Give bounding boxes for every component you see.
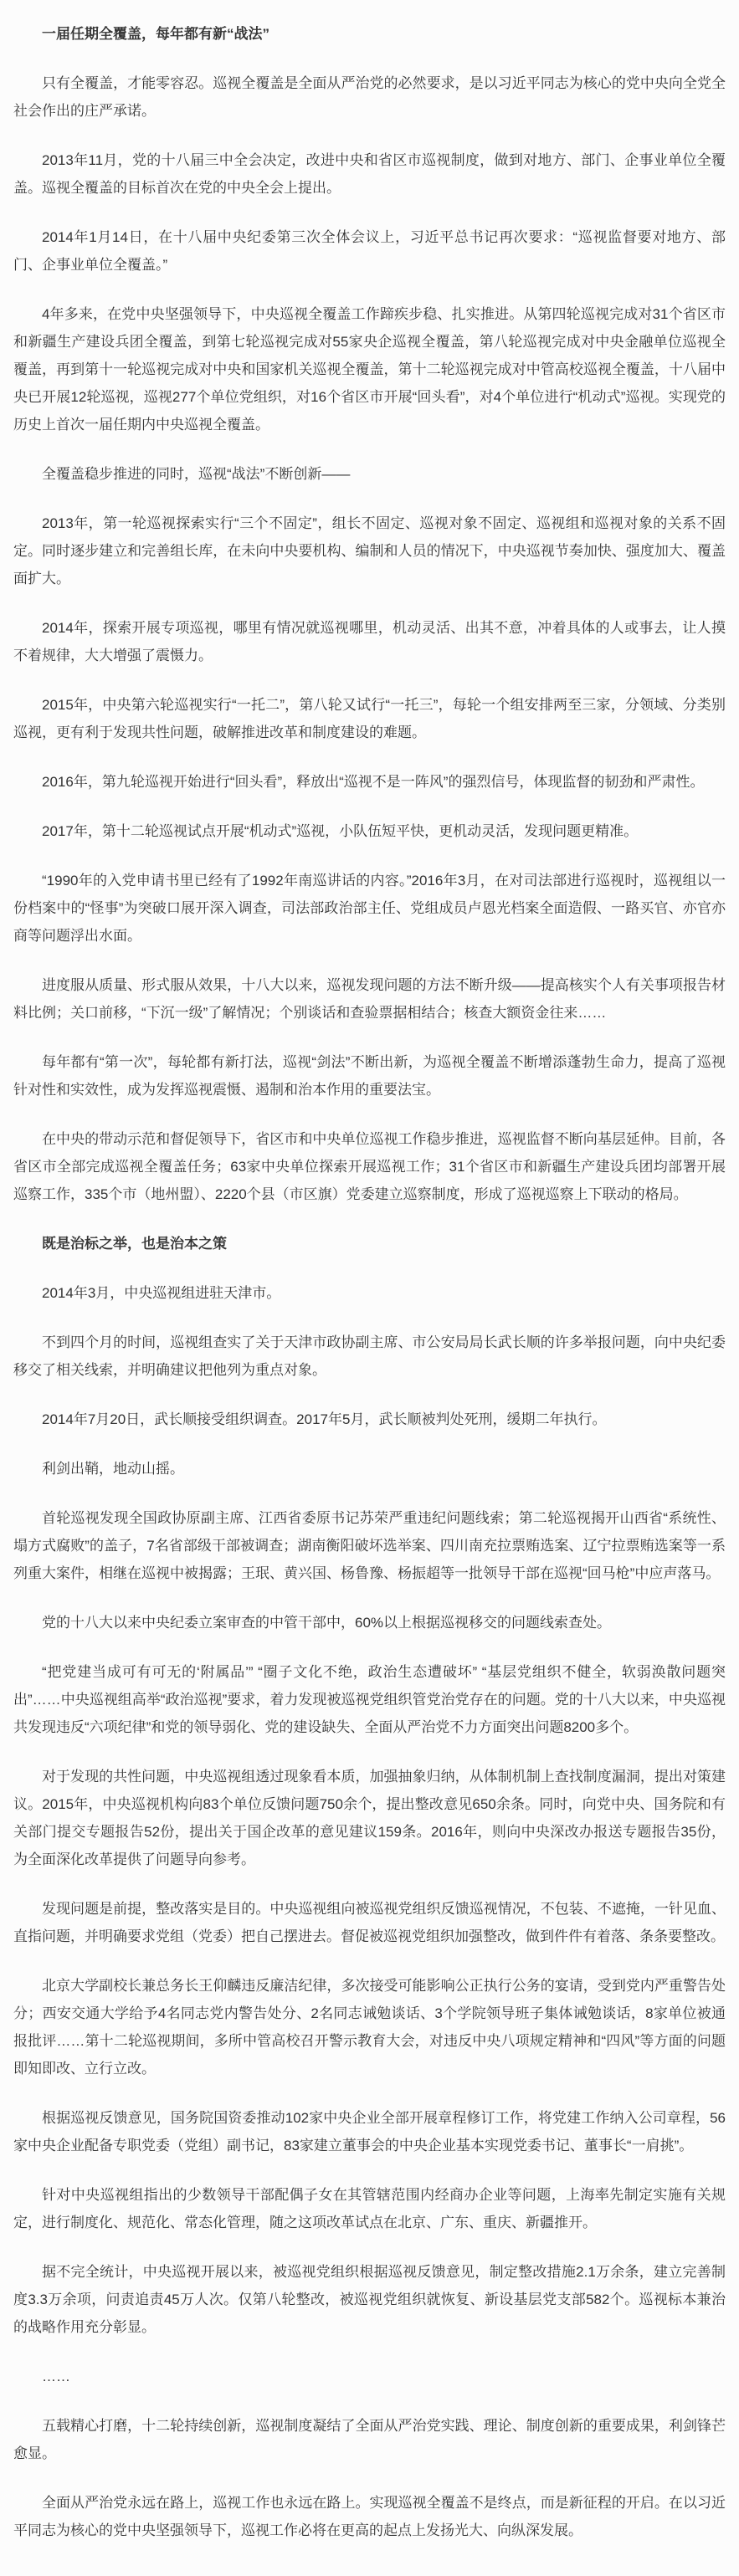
- paragraph: 对于发现的共性问题，中央巡视组透过现象看本质，加强抽象归纳，从体制机制上查找制度漏洞，提出对策建议。2015年，中央巡视机构向83个单位反馈问题750余个，提出整改意见650余条。同时，向党中央、国务院和有关部门提交专题报告52份，提出关于国企改革的意见建议159条。2016年，则向中央深改办报送专题报告35份，为全面深化改革提供了问题导向参考。: [13, 1769, 726, 1867]
- paragraph: 不到四个月的时间，巡视组查实了关于天津市政协副主席、市公安局局长武长顺的许多举报问题，向中央纪委移交了相关线索，并明确建议把他列为重点对象。: [13, 1334, 726, 1378]
- paragraph: 北京大学副校长兼总务长王仰麟违反廉洁纪律，多次接受可能影响公正执行公务的宴请，受到党内严重警告处分；西安交通大学给予4名同志党内警告处分、2名同志诫勉谈话、3个学院领导班子集体诫勉谈话，8家单位被通报批评……第十二轮巡视期间，多所中管高校召开警示教育大会，对违反中央八项规定精神和“四风”等方面的问题即知即改、立行立改。: [13, 1978, 726, 2077]
- paragraph: 在中央的带动示范和督促领导下，省区市和中央单位巡视工作稳步推进，巡视监督不断向基层延伸。目前，各省区市全部完成巡视全覆盖任务；63家中央单位探索开展巡视工作；31个省区市和新疆生产建设兵团均部署开展巡察工作，335个市（地州盟）、2220个县（市区旗）党委建立巡察制度，形成了巡视巡察上下联动的格局。: [13, 1131, 726, 1202]
- paragraph: 党的十八大以来中央纪委立案审查的中管干部中，60%以上根据巡视移交的问题线索查处。: [42, 1615, 612, 1631]
- paragraph: 只有全覆盖，才能零容忍。巡视全覆盖是全面从严治党的必然要求，是以习近平同志为核心的党中央向全党全社会作出的庄严承诺。: [13, 75, 726, 119]
- paragraph: “1990年的入党申请书里已经有了1992年南巡讲话的内容。”2016年3月，在对司法部进行巡视时，巡视组以一份档案中的“怪事”为突破口展开深入调查，司法部政治部主任、党组成员卢恩光档案全面造假、一路买官、亦官亦商等问题浮出水面。: [13, 873, 726, 944]
- paragraph: 发现问题是前提，整改落实是目的。中央巡视组向被巡视党组织反馈巡视情况，不包装、不遮掩，一针见血、直指问题，并明确要求党组（党委）把自己摆进去。督促被巡视党组织加强整改，做到件件有着落、条条要整改。: [13, 1901, 726, 1944]
- paragraph: 据不完全统计，中央巡视开展以来，被巡视党组织根据巡视反馈意见，制定整改措施2.1万余条，建立完善制度3.3万余项，问责追责45万人次。仅第八轮整改，被巡视党组织就恢复、新设基层党支部582个。巡视标本兼治的战略作用充分彰显。: [13, 2264, 726, 2335]
- paragraph: 2016年，第九轮巡视开始进行“回头看”，释放出“巡视不是一阵风”的强烈信号，体现监督的韧劲和严肃性。: [42, 774, 705, 790]
- paragraph: 针对中央巡视组指出的少数领导干部配偶子女在其管辖范围内经商办企业等问题，上海率先制定实施有关规定，进行制度化、规范化、常态化管理，随之这项改革试点在北京、广东、重庆、新疆推开。: [13, 2187, 726, 2230]
- paragraph: 2015年，中央第六轮巡视实行“一托二”，第八轮又试行“一托三”，每轮一个组安排两至三家，分领域、分类别巡视，更有利于发现共性问题，破解推进改革和制度建设的难题。: [13, 697, 726, 740]
- paragraph: 全覆盖稳步推进的同时，巡视“战法”不断创新——: [42, 466, 351, 482]
- paragraph: 2014年7月20日，武长顺接受组织调查。2017年5月，武长顺被判处死刑，缓期二年执行。: [42, 1411, 607, 1427]
- paragraph: 2017年，第十二轮巡视试点开展“机动式”巡视，小队伍短平快，更机动灵活，发现问题更精准。: [42, 823, 639, 839]
- paragraph: 全面从严治党永远在路上，巡视工作也永远在路上。实现巡视全覆盖不是终点，而是新征程的开启。在以习近平同志为核心的党中央坚强领导下，巡视工作必将在更高的起点上发扬光大、向纵深发展。: [13, 2495, 726, 2538]
- paragraph: 根据巡视反馈意见，国务院国资委推动102家中央企业全部开展章程修订工作，将党建工作纳入公司章程，56家中央企业配备专职党委（党组）副书记，83家建立董事会的中央企业基本实现党委书记、董事长“一肩挑”。: [13, 2110, 726, 2153]
- article-body: [13, 20, 726, 2544]
- paragraph: 五载精心打磨，十二轮持续创新，巡视制度凝结了全面从严治党实践、理论、制度创新的重要成果，利剑锋芒愈显。: [13, 2418, 726, 2461]
- paragraph: 2014年1月14日，在十八届中央纪委第三次全体会议上，习近平总书记再次要求：“巡视监督要对地方、部门、企事业单位全覆盖。”: [13, 229, 726, 273]
- paragraph: 首轮巡视发现全国政协原副主席、江西省委原书记苏荣严重违纪问题线索；第二轮巡视揭开山西省“系统性、塌方式腐败”的盖子，7名省部级干部被调查；湖南衡阳破坏选举案、四川南充拉票贿选案、辽宁拉票贿选案等一系列重大案件，相继在巡视中被揭露；王珉、黄兴国、杨鲁豫、杨振超等一批领导干部在巡视“回马枪”中应声落马。: [13, 1510, 726, 1581]
- paragraph: 2014年，探索开展专项巡视，哪里有情况就巡视哪里，机动灵活、出其不意，冲着具体的人或事去，让人摸不着规律，大大增强了震慑力。: [13, 620, 726, 663]
- paragraph: 2013年11月，党的十八届三中全会决定，改进中央和省区市巡视制度，做到对地方、部门、企事业单位全覆盖。巡视全覆盖的目标首次在党的中央全会上提出。: [13, 152, 726, 196]
- paragraph: 利剑出鞘，地动山摇。: [42, 1461, 184, 1477]
- paragraph: ……: [42, 2369, 70, 2384]
- paragraph: 2013年，第一轮巡视探索实行“三个不固定”，组长不固定、巡视对象不固定、巡视组和巡视对象的关系不固定。同时逐步建立和完善组长库，在未向中央要机构、编制和人员的情况下，中央巡视节奏加快、强度加大、覆盖面扩大。: [13, 515, 726, 586]
- section-heading: 一届任期全覆盖，每年都有新“战法”: [42, 26, 269, 42]
- section-heading: 既是治标之举，也是治本之策: [42, 1236, 227, 1252]
- paragraph: 进度服从质量、形式服从效果，十八大以来，巡视发现问题的方法不断升级——提高核实个人有关事项报告材料比例；关口前移，“下沉一级”了解情况；个别谈话和查验票据相结合；核查大额资金往来……: [13, 977, 726, 1021]
- paragraph: 4年多来，在党中央坚强领导下，中央巡视全覆盖工作蹄疾步稳、扎实推进。从第四轮巡视完成对31个省区市和新疆生产建设兵团全覆盖，到第七轮巡视完成对55家央企巡视全覆盖，第八轮巡视完成对中央金融单位巡视全覆盖，再到第十一轮巡视完成对中央和国家机关巡视全覆盖，第十二轮巡视完成对中管高校巡视全覆盖，十八届中央已开展12轮巡视，巡视277个单位党组织，对16个省区市开展“回头看”，对4个单位进行“机动式”巡视。实现党的历史上首次一届任期内中央巡视全覆盖。: [13, 306, 726, 433]
- paragraph: 2014年3月，中央巡视组进驻天津市。: [42, 1285, 281, 1301]
- paragraph: “把党建当成可有可无的‘附属品’” “圈子文化不绝，政治生态遭破坏” “基层党组织不健全，软弱涣散问题突出”……中央巡视组高举“政治巡视”要求，着力发现被巡视党组织管党治党存在的问题。党的十八大以来，中央巡视共发现违反“六项纪律”和党的领导弱化、党的建设缺失、全面从严治党不力方面突出问题8200多个。: [13, 1664, 726, 1735]
- paragraph: 每年都有“第一次”，每轮都有新打法，巡视“剑法”不断出新，为巡视全覆盖不断增添蓬勃生命力，提高了巡视针对性和实效性，成为发挥巡视震慑、遏制和治本作用的重要法宝。: [13, 1054, 726, 1098]
